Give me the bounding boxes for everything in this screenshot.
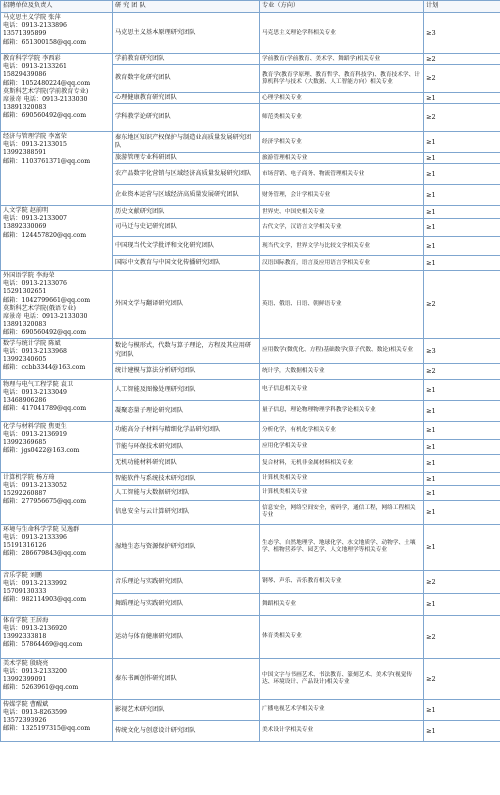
team-cell: 智能软件与系统技术研究团队: [113, 472, 260, 485]
team-cell: 马克思主义基本原理研究团队: [113, 13, 260, 54]
plan-cell: ≥1: [424, 153, 500, 164]
team-cell: 舞蹈理论与实践研究团队: [113, 593, 260, 615]
unit-cell: [1, 570, 113, 615]
plan-cell: ≥1: [424, 185, 500, 206]
major-cell: 旅游管理相关专业: [260, 153, 424, 164]
plan-cell: ≥1: [424, 699, 500, 720]
unit-line: 计算机学院 杨方琦: [3, 473, 55, 481]
table-row: [1, 338, 500, 363]
unit-line: 教育科学学院 李西彩: [3, 55, 61, 62]
major-cell: 师范类相关专业: [260, 104, 424, 132]
unit-line: 13891320083: [3, 321, 47, 329]
unit-line: 席景奇 电话：0913-2133030: [3, 313, 88, 321]
plan-cell: ≥1: [424, 485, 500, 500]
unit-line: 马克思主义学院 张萍: [3, 14, 61, 21]
major-cell: 生态学、自然地理学、地球化学、水文地质学、动物学、土壤学、植物营养学、园艺学、人文地理学等相关专业: [260, 524, 424, 570]
plan-cell: ≥3: [424, 338, 500, 363]
major-cell: 经济学相关专业: [260, 132, 424, 153]
major-cell: 英语、俄语、日语、朝鲜语专业: [260, 271, 424, 339]
unit-line: 电话：0913-2133007: [3, 215, 67, 223]
team-cell: 信息安全与云计算研究团队: [113, 500, 260, 524]
unit-line: 电话：0913-2133076: [3, 280, 67, 288]
team-cell: 中国现当代文学批评和文化研究团队: [113, 237, 260, 256]
unit-line: 邮箱：1052480224@qq.com: [3, 79, 91, 87]
table-row: [1, 54, 500, 65]
plan-cell: ≥2: [424, 570, 500, 593]
unit-line: 电话：0913-2133992: [3, 579, 67, 587]
team-cell: 传统文化与创意设计研究团队: [113, 720, 260, 741]
table-row: [1, 421, 500, 439]
plan-cell: ≥2: [424, 658, 500, 699]
unit-line: 邮箱：5263961@qq.com: [3, 684, 79, 692]
plan-cell: ≥1: [424, 379, 500, 400]
unit-line: 电话：0913-2136920: [3, 624, 67, 632]
table-row: [1, 615, 500, 658]
unit-cell: [1, 472, 113, 524]
plan-cell: ≥1: [424, 132, 500, 153]
unit-line: 邮箱：jgs0422@163.com: [3, 447, 80, 455]
unit-line: 13992369685: [3, 439, 47, 447]
plan-cell: ≥2: [424, 104, 500, 132]
major-cell: 计算机类相关专业: [260, 485, 424, 500]
header-team: 研 究 团 队: [113, 1, 260, 13]
unit-line: 邮箱：1042799661@qq.com: [3, 296, 91, 304]
team-cell: 音乐理论与实践研究团队: [113, 570, 260, 593]
unit-cell: [1, 132, 113, 206]
major-cell: 教育学(教育学原理、教育哲学、教育科技学)、教育技术学、计算机科学与技术（大数据、人工智能方向）相关专业: [260, 65, 424, 93]
team-cell: 节能与环保技术研究团队: [113, 439, 260, 454]
major-cell: 世界史、中国史相关专业: [260, 206, 424, 219]
unit-line: 邮箱：690560492@qq.com: [3, 329, 87, 337]
unit-line: 邮箱：ccbb3344@163.com: [3, 364, 86, 372]
plan-cell: ≥1: [424, 593, 500, 615]
unit-line: 体育学院 王居海: [3, 616, 49, 624]
unit-line: 电话：0913-2136919: [3, 430, 67, 438]
major-cell: 电子信息相关专业: [260, 379, 424, 400]
unit-line: 美术学院 殷晓亮: [3, 659, 49, 667]
plan-cell: ≥1: [424, 439, 500, 454]
header-row: [1, 1, 500, 13]
unit-line: 13992399091: [3, 676, 47, 684]
unit-line: 邮箱：1103761371@qq.com: [3, 157, 91, 165]
table-row: [1, 699, 500, 720]
unit-line: 电话：0913-2133896: [3, 22, 67, 30]
unit-line: 邮箱：417041789@qq.com: [3, 405, 87, 413]
table-body: [1, 13, 500, 742]
major-cell: 美术设计学相关专业: [260, 720, 424, 741]
major-cell: 统计学，大数据相关专业: [260, 363, 424, 379]
plan-cell: ≥1: [424, 421, 500, 439]
unit-line: 电话：0913-2133015: [3, 141, 67, 149]
unit-line: 经济与管理学院 李富荣: [3, 133, 67, 140]
team-cell: 统计建模与算法分析研究团队: [113, 363, 260, 379]
major-cell: 计算机类相关专业: [260, 472, 424, 485]
unit-cell: [1, 524, 113, 570]
plan-cell: ≥2: [424, 615, 500, 658]
major-cell: 财务管理，会计学相关专业: [260, 185, 424, 206]
unit-cell: [1, 338, 113, 379]
plan-cell: ≥2: [424, 271, 500, 339]
table-row: [1, 524, 500, 570]
major-cell: 体育类相关专业: [260, 615, 424, 658]
unit-line: 15709130333: [3, 588, 47, 596]
unit-cell: [1, 379, 113, 421]
plan-cell: ≥1: [424, 500, 500, 524]
unit-line: 13571395899: [3, 30, 47, 38]
unit-line: 13572393926: [3, 717, 47, 725]
plan-cell: ≥2: [424, 54, 500, 65]
major-cell: 量子信息，理论物理物理学科教学论相关专业: [260, 400, 424, 421]
unit-line: 环境与生命科学学院 吴逸群: [3, 525, 80, 533]
team-cell: 无机功能材料研究团队: [113, 454, 260, 472]
unit-line: 15829439086: [3, 71, 47, 79]
unit-line: 15292260887: [3, 490, 47, 498]
unit-cell: [1, 658, 113, 699]
team-cell: 凝聚态量子理论研究团队: [113, 400, 260, 421]
plan-cell: ≥1: [424, 219, 500, 237]
plan-cell: ≥2: [424, 363, 500, 379]
plan-cell: ≥1: [424, 454, 500, 472]
unit-line: 物理与电气工程学院 袁卫: [3, 380, 74, 388]
unit-line: 13468906286: [3, 397, 47, 405]
plan-cell: ≥1: [424, 400, 500, 421]
plan-cell: ≥1: [424, 164, 500, 185]
unit-line: 电话：0913-2133968: [3, 347, 67, 355]
team-cell: 影视艺术研究团队: [113, 699, 260, 720]
unit-line: 邮箱：57864469@qq.com: [3, 641, 83, 649]
team-cell: 人工智能及图像处理研究团队: [113, 379, 260, 400]
unit-line: 邮箱：690560492@qq.com: [3, 112, 87, 120]
table-row: [1, 472, 500, 485]
team-cell: 人工智能与大数据研究团队: [113, 485, 260, 500]
major-cell: 分析化学，有机化学相关专业: [260, 421, 424, 439]
unit-line: 15191316126: [3, 542, 47, 550]
table-row: [1, 132, 500, 153]
major-cell: 应用数学(微优化、方程)基础数学(算子代数、数论)相关专业: [260, 338, 424, 363]
major-cell: 舞蹈相关专业: [260, 593, 424, 615]
team-cell: 湿地生态与资源保护研究团队: [113, 524, 260, 570]
unit-line: 邮箱：982114903@qq.com: [3, 596, 87, 604]
team-cell: 心理健康教育研究团队: [113, 93, 260, 104]
unit-line: 人文学院 赵前明: [3, 207, 49, 214]
unit-cell: [1, 13, 113, 54]
team-cell: 运动与体育健康研究团队: [113, 615, 260, 658]
table-row: [1, 206, 500, 219]
unit-line: 13892330069: [3, 223, 47, 231]
unit-line: 化学与材料学院 焦更生: [3, 422, 67, 430]
team-cell: 数论与模形式，代数与算子理论，方程及其应用研究团队: [113, 338, 260, 363]
major-cell: 马克思主义理论学科相关专业: [260, 13, 424, 54]
unit-line: 莫斯科艺术学院(学前教育专业): [3, 87, 89, 95]
unit-cell: [1, 271, 113, 339]
team-cell: 外国文学与翻译研究团队: [113, 271, 260, 339]
unit-line: 邮箱：286679843@qq.com: [3, 550, 87, 558]
unit-line: 13992340605: [3, 356, 47, 364]
unit-line: 13992333818: [3, 633, 47, 641]
major-cell: 汉语国际教育，语言及应用语言学相关专业: [260, 256, 424, 271]
unit-line: 席景奇 电话：0913-2133030: [3, 96, 88, 104]
header-major: 专业（方向）: [260, 1, 424, 13]
plan-cell: ≥1: [424, 256, 500, 271]
team-cell: 秦东书画创作研究团队: [113, 658, 260, 699]
header-plan: 计划: [424, 1, 500, 13]
unit-line: 13992388591: [3, 149, 47, 157]
table-row: [1, 379, 500, 400]
team-cell: 司马迁与史记研究团队: [113, 219, 260, 237]
unit-line: 邮箱：124457820@qq.com: [3, 231, 87, 239]
team-cell: 国际中文教育与中国文化传播研究团队: [113, 256, 260, 271]
major-cell: 心理学相关专业: [260, 93, 424, 104]
major-cell: 市场营销、电子商务、物流管理相关专业: [260, 164, 424, 185]
unit-cell: [1, 54, 113, 132]
unit-cell: [1, 615, 113, 658]
major-cell: 信息安全，网络空间安全，密码学，通信工程，网络工程相关专业: [260, 500, 424, 524]
major-cell: 应用化学相关专业: [260, 439, 424, 454]
plan-cell: ≥3: [424, 13, 500, 54]
table-row: [1, 658, 500, 699]
unit-cell: [1, 699, 113, 741]
plan-cell: ≥2: [424, 65, 500, 93]
major-cell: 广播电视艺术学相关专业: [260, 699, 424, 720]
unit-cell: [1, 206, 113, 271]
unit-line: 传媒学院 曹醒斌: [3, 700, 49, 708]
team-cell: 教育数字化研究团队: [113, 65, 260, 93]
major-cell: 现当代文学，世界文学与比较文学相关专业: [260, 237, 424, 256]
plan-cell: ≥1: [424, 472, 500, 485]
table-row: [1, 570, 500, 593]
unit-line: 15291302651: [3, 288, 47, 296]
unit-line: 电话：0913-2133261: [3, 63, 67, 71]
unit-line: 邮箱：1325197315@qq.com: [3, 725, 91, 733]
unit-line: 音乐学院 刘鹏: [3, 571, 43, 579]
team-cell: 功能高分子材料与精细化学品研究团队: [113, 421, 260, 439]
plan-cell: ≥1: [424, 206, 500, 219]
major-cell: 钢琴、声乐、音乐教育相关专业: [260, 570, 424, 593]
major-cell: 古代文学，汉语言文学相关专业: [260, 219, 424, 237]
unit-line: 邮箱：277956675@qq.com: [3, 498, 87, 506]
unit-line: 外国语学院 李海荣: [3, 272, 55, 279]
team-cell: 学科教学论研究团队: [113, 104, 260, 132]
header-unit: 招聘单位及负责人: [1, 1, 113, 13]
unit-line: 数学与统计学院 陈斌: [3, 339, 61, 347]
unit-line: 电话：0913-2133200: [3, 667, 67, 675]
team-cell: 学前教育研究团队: [113, 54, 260, 65]
plan-cell: ≥1: [424, 237, 500, 256]
table-row: [1, 13, 500, 54]
major-cell: 复合材料，无机非金属材料相关专业: [260, 454, 424, 472]
team-cell: 企业资本运营与区域经济高质量发展研究团队: [113, 185, 260, 206]
plan-cell: ≥1: [424, 93, 500, 104]
unit-cell: [1, 421, 113, 472]
major-cell: 中国文字与书画艺术、书法教育、篆刻艺术、美术学(视觉传达、环境设计、产品设计)相关专业: [260, 658, 424, 699]
team-cell: 历史文献研究团队: [113, 206, 260, 219]
table-row: [1, 271, 500, 339]
team-cell: 农产品数字化营销与区域经济高质量发展研究团队: [113, 164, 260, 185]
unit-line: 13891320083: [3, 104, 47, 112]
plan-cell: ≥1: [424, 524, 500, 570]
unit-line: 电话：0913-2133049: [3, 388, 67, 396]
unit-line: 电话：0913-8263599: [3, 708, 67, 716]
unit-line: 电话：0913-2133052: [3, 481, 67, 489]
major-cell: 学前教育(学前教育、美术学、舞蹈学)相关专业: [260, 54, 424, 65]
plan-cell: ≥1: [424, 720, 500, 741]
unit-line: 莫斯科艺术学院(俄语专业): [3, 304, 76, 312]
unit-line: 邮箱：651300158@qq.com: [3, 38, 87, 46]
team-cell: 秦东地区知识产权保护与制造业高质量发展研究团队: [113, 132, 260, 153]
team-cell: 旅游管理专业科研团队: [113, 153, 260, 164]
unit-line: 电话：0913-2133396: [3, 533, 67, 541]
